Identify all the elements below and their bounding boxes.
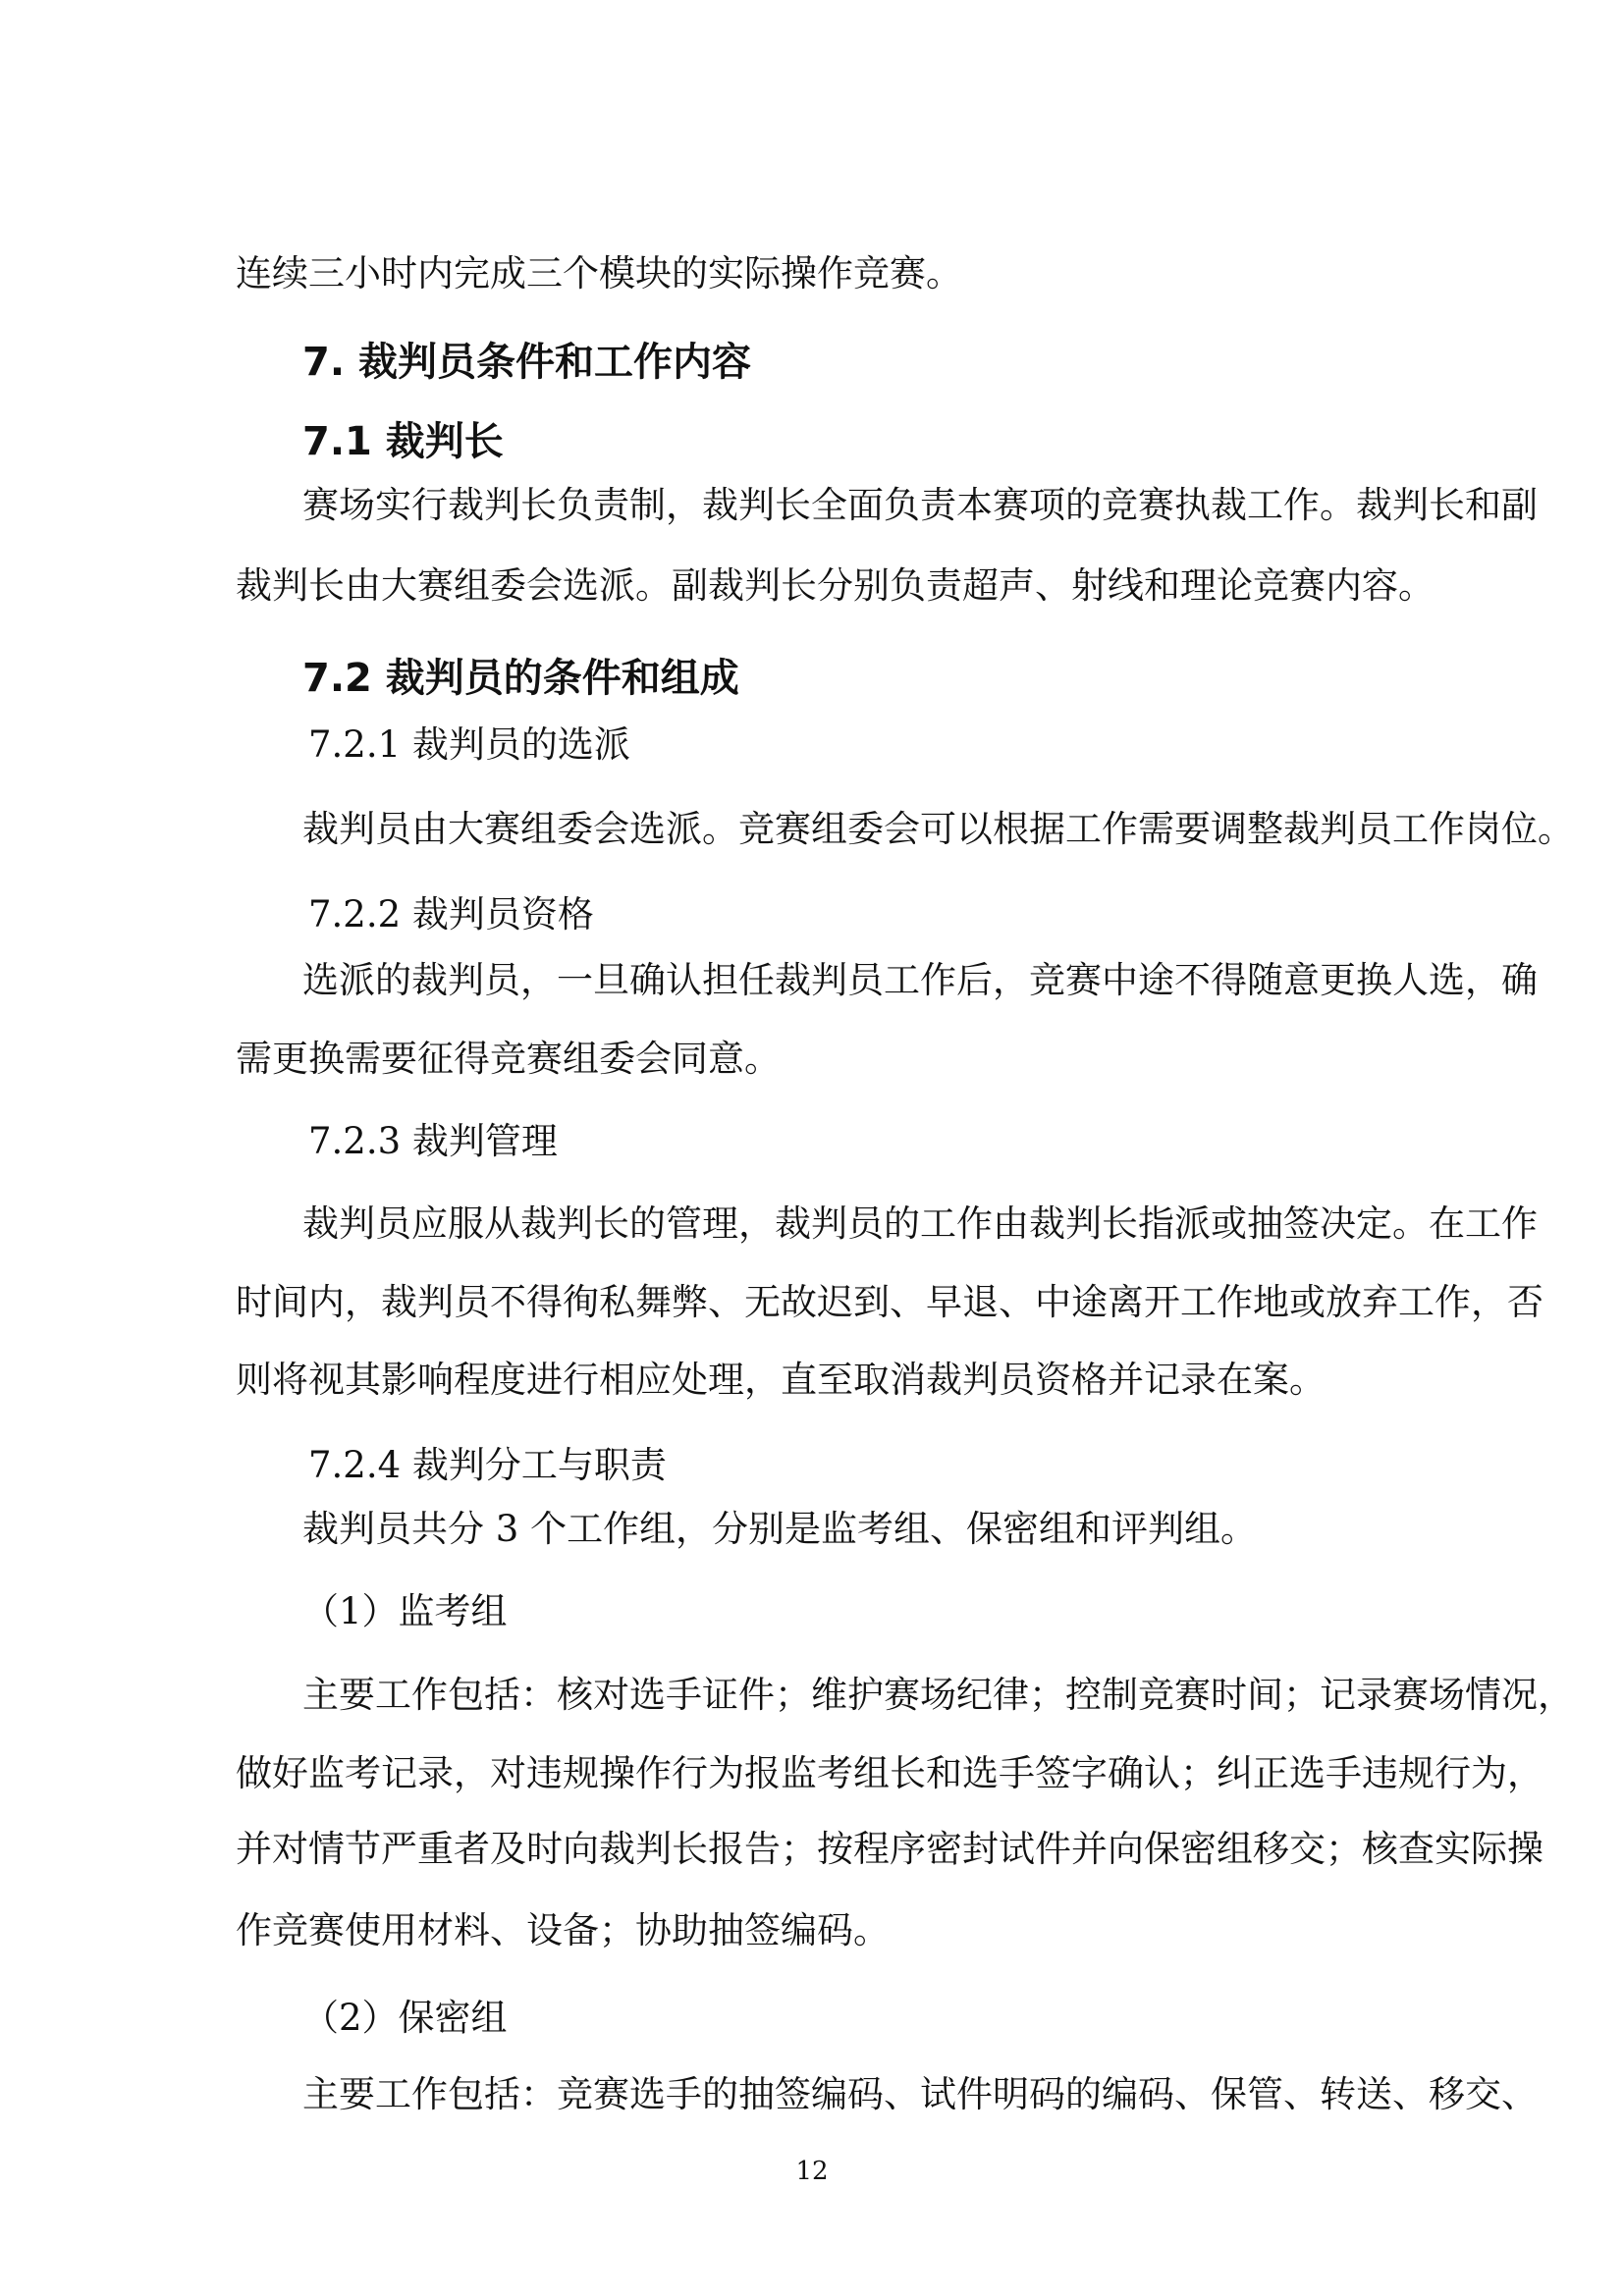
body-line: 作竞赛使用材料、设备；协助抽签编码。 [236,1909,890,1951]
subsection-heading-7-2-1: 7.2.1 裁判员的选派 [308,723,630,766]
section-heading-7-2: 7.2 裁判员的条件和组成 [302,656,739,701]
group-heading-confidential: （2）保密组 [302,1997,508,2039]
section-heading-7: 7. 裁判员条件和工作内容 [302,340,751,385]
body-line: 时间内，裁判员不得徇私舞弊、无故迟到、早退、中途离开工作地或放弃工作，否 [236,1281,1543,1323]
body-line: 连续三小时内完成三个模块的实际操作竞赛。 [236,252,962,294]
body-line: 选派的裁判员，一旦确认担任裁判员工作后，竞赛中途不得随意更换人选，确 [302,959,1538,1001]
body-line: 赛场实行裁判长负责制，裁判长全面负责本赛项的竞赛执裁工作。裁判长和副 [302,484,1538,526]
section-heading-7-1: 7.1 裁判长 [302,419,504,464]
body-line: 裁判员应服从裁判长的管理，裁判员的工作由裁判长指派或抽签决定。在工作 [302,1202,1538,1245]
body-line: 裁判员由大赛组委会选派。竞赛组委会可以根据工作需要调整裁判员工作岗位。 [302,808,1574,850]
body-line: 则将视其影响程度进行相应处理，直至取消裁判员资格并记录在案。 [236,1359,1326,1401]
body-line: 需更换需要征得竞赛组委会同意。 [236,1038,781,1080]
body-line: 做好监考记录，对违规操作行为报监考组长和选手签字确认；纠正选手违规行为， [236,1752,1543,1794]
body-line: 主要工作包括：核对选手证件；维护赛场纪律；控制竞赛时间；记录赛场情况， [302,1674,1574,1716]
body-line: 并对情节严重者及时向裁判长报告；按程序密封试件并向保密组移交；核查实际操 [236,1828,1543,1870]
subsection-heading-7-2-3: 7.2.3 裁判管理 [308,1120,558,1162]
body-line: 主要工作包括：竞赛选手的抽签编码、试件明码的编码、保管、转送、移交、 [302,2073,1538,2115]
subsection-heading-7-2-2: 7.2.2 裁判员资格 [308,893,594,935]
body-line: 裁判员共分 3 个工作组，分别是监考组、保密组和评判组。 [302,1508,1258,1550]
group-heading-monitoring: （1）监考组 [302,1590,508,1632]
body-line: 裁判长由大赛组委会选派。副裁判长分别负责超声、射线和理论竞赛内容。 [236,564,1435,607]
subsection-heading-7-2-4: 7.2.4 裁判分工与职责 [308,1444,667,1486]
page-number: 12 [795,2157,829,2186]
